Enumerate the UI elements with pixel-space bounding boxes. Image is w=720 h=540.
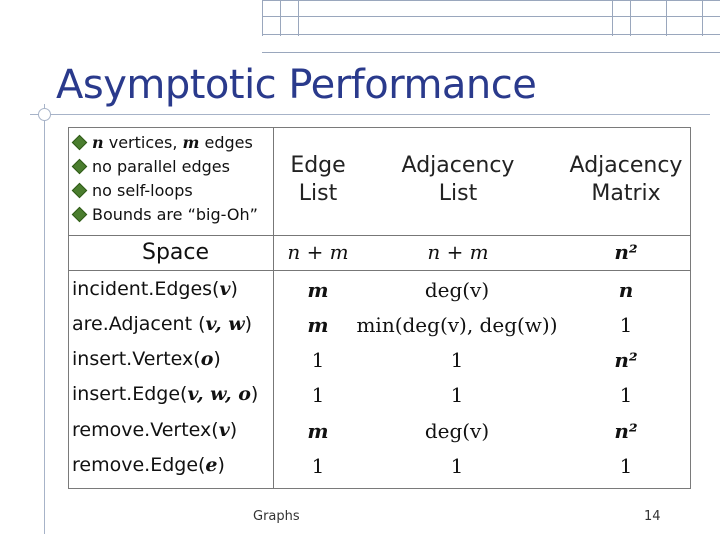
- header-line: List: [438, 181, 478, 206]
- left-guide-line: [44, 104, 45, 534]
- header-line: Adjacency: [569, 153, 683, 178]
- guide-circle: [38, 108, 51, 121]
- header-line: Adjacency: [401, 153, 515, 178]
- page-number: 14: [644, 509, 661, 524]
- space-adjacency-list: n + m: [427, 240, 489, 264]
- header-edge-list: [270, 152, 366, 208]
- row-divider: [68, 270, 691, 271]
- operation-args: v: [218, 419, 230, 441]
- list-item-text: no parallel edges: [92, 156, 230, 176]
- assumption-list: [74, 130, 258, 226]
- deco-line: [666, 0, 667, 36]
- list-item: [74, 178, 258, 202]
- adjacency-list-cost: min(deg(v), deg(w)): [356, 313, 558, 337]
- title-underline: [30, 114, 710, 115]
- adjacency-matrix-cost: n²: [614, 348, 638, 372]
- deco-line: [702, 0, 703, 36]
- adjacency-list-cost: deg(v): [424, 278, 490, 302]
- operation-name: remove.Vertex(: [72, 419, 219, 441]
- adjacency-list-cost: 1: [450, 383, 464, 407]
- header-adjacency-list: [378, 152, 538, 208]
- edge-list-cost: 1: [311, 348, 325, 372]
- header-line: Edge: [290, 153, 346, 178]
- diamond-bullet-icon: [72, 158, 88, 174]
- edge-count-var: m: [182, 132, 200, 152]
- operation-close-paren: ): [213, 348, 221, 370]
- edge-list-cost: 1: [311, 383, 325, 407]
- edge-list-cost: 1: [311, 454, 325, 478]
- operation-args: o: [200, 348, 214, 370]
- operation-args: v, w, o: [187, 383, 251, 405]
- diamond-bullet-icon: [72, 182, 88, 198]
- operation-name: incident.Edges(: [72, 278, 220, 300]
- diamond-bullet-icon: [72, 206, 88, 222]
- adjacency-matrix-cost: 1: [619, 383, 633, 407]
- header-adjacency-matrix: [546, 152, 706, 208]
- deco-line: [298, 0, 299, 36]
- deco-line: [262, 16, 720, 17]
- operation-close-paren: ): [244, 313, 252, 335]
- operation-close-paren: ): [229, 419, 238, 441]
- operation-name: insert.Edge(: [72, 383, 188, 405]
- operation-close-paren: ): [250, 383, 259, 405]
- row-label-space: Space: [142, 240, 210, 265]
- list-item: [74, 202, 258, 226]
- edge-list-cost: m: [307, 419, 329, 443]
- deco-line: [262, 0, 263, 36]
- adjacency-list-cost: 1: [450, 348, 464, 372]
- slide-title: Asymptotic Performance: [56, 62, 537, 108]
- operation-name: remove.Edge(: [72, 454, 206, 476]
- edge-list-cost: m: [307, 313, 329, 337]
- edge-list-cost: m: [307, 278, 329, 302]
- adjacency-matrix-cost: 1: [619, 313, 633, 337]
- deco-line: [262, 34, 720, 35]
- deco-line: [262, 52, 720, 53]
- list-item: [74, 130, 258, 154]
- adjacency-list-cost: deg(v): [424, 419, 490, 443]
- list-item: [74, 154, 258, 178]
- deco-line: [262, 0, 720, 1]
- row-label: [72, 454, 225, 476]
- operation-name: insert.Vertex(: [72, 348, 201, 370]
- operation-args: v: [219, 278, 231, 300]
- adjacency-list-cost: 1: [450, 454, 464, 478]
- list-item-text: Bounds are “big-Oh”: [92, 204, 258, 224]
- space-edge-list: n + m: [287, 240, 349, 264]
- header-line: List: [298, 181, 338, 206]
- row-label: [72, 419, 237, 441]
- operation-args: e: [205, 454, 218, 476]
- row-label: [72, 313, 252, 335]
- list-item-text: vertices,: [103, 132, 183, 152]
- adjacency-matrix-cost: n²: [614, 419, 638, 443]
- operation-close-paren: ): [217, 454, 225, 476]
- adjacency-matrix-cost: 1: [619, 454, 633, 478]
- header-line: Matrix: [591, 181, 661, 206]
- list-item-text: no self-loops: [92, 180, 193, 200]
- vertex-count-var: n: [92, 132, 104, 152]
- row-label: [72, 278, 238, 300]
- header-divider: [68, 235, 691, 236]
- row-label: [72, 348, 221, 370]
- row-label: [72, 383, 258, 405]
- operation-name: are.Adjacent (: [72, 313, 206, 335]
- operation-close-paren: ): [230, 278, 238, 300]
- deco-line: [280, 0, 281, 36]
- footer-label: Graphs: [253, 509, 300, 524]
- list-item-text: edges: [199, 132, 253, 152]
- diamond-bullet-icon: [72, 134, 88, 150]
- deco-line: [630, 0, 631, 36]
- operation-args: v, w: [205, 313, 245, 335]
- deco-line: [612, 0, 613, 36]
- adjacency-matrix-cost: n: [618, 278, 634, 302]
- space-adjacency-matrix: n²: [614, 240, 638, 264]
